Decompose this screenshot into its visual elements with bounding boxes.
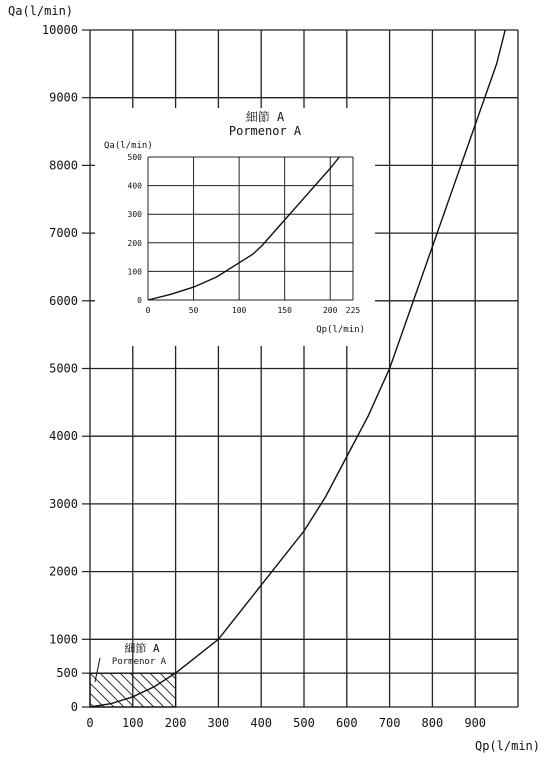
inset-x-tick-label: 100	[231, 306, 247, 315]
inset-y-tick-label: 300	[127, 210, 142, 220]
inset-x-axis-title: Qp(l/min)	[316, 325, 365, 335]
inset-x-tick-label: 0	[145, 306, 151, 315]
main-y-tick-label: 500	[56, 666, 78, 681]
inset-x-tick-label: 200	[322, 306, 338, 315]
inset-x-tick-label: 150	[277, 306, 292, 315]
inset-subtitle: Pormenor A	[228, 124, 302, 138]
inset-y-tick-label: 500	[127, 153, 142, 162]
inset-x-tick-label: 225	[345, 306, 361, 315]
main-y-axis-title: Qa(l/min)	[8, 4, 74, 18]
inset-x-tick-label: 50	[188, 306, 199, 315]
main-x-tick-label: 800	[421, 716, 444, 730]
main-x-tick-label: 600	[335, 716, 358, 730]
inset-y-tick-label: 400	[127, 181, 142, 191]
main-y-tick-label: 4000	[49, 429, 78, 444]
main-x-tick-label: 0	[86, 716, 94, 730]
main-y-tick-label: 6000	[49, 293, 78, 308]
main-y-tick-label: 0	[70, 700, 78, 714]
main-y-tick-label: 8000	[49, 158, 78, 173]
detail-annotation-leader	[95, 658, 100, 682]
inset-y-tick-label: 100	[127, 267, 142, 277]
inset-y-tick-label: 0	[137, 296, 142, 305]
main-y-tick-label: 2000	[49, 564, 78, 579]
main-x-axis-title: Qp(l/min)	[474, 739, 540, 753]
main-y-tick-label: 7000	[49, 226, 78, 241]
main-x-tick-label: 500	[293, 716, 315, 730]
main-y-tick-label: 5000	[49, 361, 78, 376]
main-x-tick-label: 200	[164, 716, 187, 730]
inset-y-axis-title: Qa(l/min)	[104, 141, 153, 151]
detail-annotation-pt: Pormenor A	[111, 657, 167, 667]
main-x-tick-label: 100	[121, 716, 144, 730]
main-x-tick-label: 900	[464, 716, 487, 730]
detail-annotation-zh: 細節 A	[124, 642, 160, 655]
main-y-tick-label: 3000	[49, 496, 78, 511]
main-x-tick-label: 300	[207, 716, 230, 730]
main-y-tick-label: 10000	[41, 23, 78, 37]
inset-y-tick-label: 200	[127, 238, 142, 248]
main-x-tick-label: 400	[250, 716, 273, 730]
main-y-tick-label: 1000	[49, 632, 78, 647]
main-y-tick-label: 9000	[49, 90, 78, 105]
main-x-tick-label: 700	[378, 716, 401, 730]
inset-title: 細節 A	[245, 110, 285, 124]
